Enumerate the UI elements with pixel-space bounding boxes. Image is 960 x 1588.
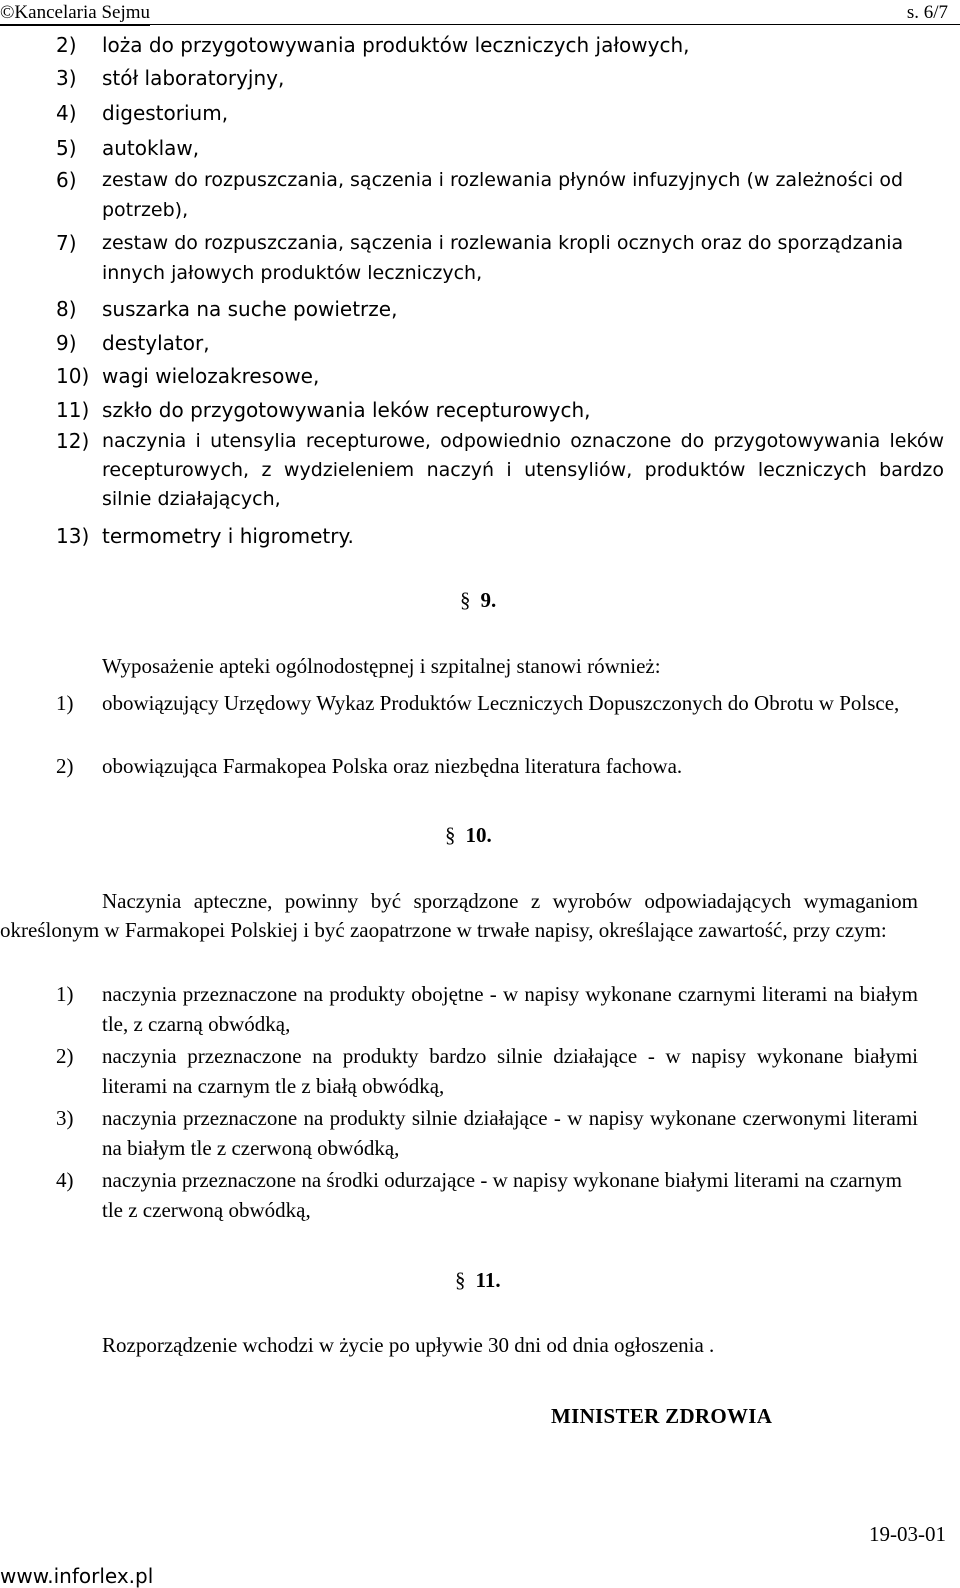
list-item-number: 12) (56, 429, 90, 453)
list-item-number: 6) (56, 168, 77, 192)
footer-website: www.inforlex.pl (0, 1564, 154, 1588)
list-item-text: obowiązujący Urzędowy Wykaz Produktów Leczniczych Dopuszczonych do Obrotu w Polsce, (102, 691, 900, 715)
list-item-text: wagi wielozakresowe, (102, 364, 320, 388)
list-item-text: naczynia i utensylia recepturowe, odpowiednio oznaczone do przygotowywania leków recepturowych, z wydzieleniem naczyń i utensyliów, produktów leczniczych bardzo silnie działających, (102, 430, 944, 510)
list-item-number: 7) (56, 231, 77, 255)
list-item-number: 1) (56, 691, 74, 715)
list-item-text: obowiązująca Farmakopea Polska oraz niezbędna literatura fachowa. (102, 754, 683, 778)
list-item-text: naczynia przeznaczone na produkty obojętne - w napisy wykonane czarnymi literami na białym tle, z czarną obwódką, (102, 982, 918, 1036)
list-item-text: zestaw do rozpuszczania, sączenia i rozlewania kropli ocznych oraz do sporządzania innych jałowych produktów leczniczych, (102, 232, 904, 284)
list-item-number: 8) (56, 297, 77, 321)
list-item-text: naczynia przeznaczone na produkty silnie działające - w napisy wykonane czerwonymi literami na białym tle z czerwoną obwódką, (102, 1106, 918, 1160)
list-item-number: 10) (56, 364, 90, 388)
section-number: 10. (465, 823, 492, 847)
section-symbol: § (445, 823, 456, 847)
list-item-text: stół laboratoryjny, (102, 66, 285, 90)
list-item-number: 2) (56, 754, 74, 778)
section-heading (460, 588, 496, 613)
section-intro: Naczynia apteczne, powinny być sporządzone z wyrobów odpowiadających wymaganiom określonym w Farmakopei Polskiej i być zaopatrzone w trwałe napisy, określające zawartość, przy czym: (0, 889, 918, 942)
list-item-text: suszarka na suche powietrze, (102, 297, 398, 321)
list-item-text: termometry i higrometry. (102, 524, 354, 548)
list-item-number: 3) (56, 66, 77, 90)
section-text: Rozporządzenie wchodzi w życie po upływie 30 dni od dnia ogłoszenia . (102, 1333, 715, 1357)
list-item-number: 1) (56, 982, 74, 1006)
list-item-number: 2) (56, 1044, 74, 1068)
copyright-notice: ©Kancelaria Sejmu (0, 2, 150, 24)
section-number: 11. (475, 1268, 501, 1292)
list-item-number: 11) (56, 398, 90, 422)
list-item-text: digestorium, (102, 101, 229, 125)
list-item-text: loża do przygotowywania produktów leczniczych jałowych, (102, 33, 690, 57)
section-intro: Wyposażenie apteki ogólnodostępnej i szpitalnej stanowi również: (102, 654, 661, 678)
section-symbol: § (460, 588, 471, 612)
page-number: s. 6/7 (906, 2, 948, 23)
list-item-number: 9) (56, 331, 77, 355)
signature: MINISTER ZDROWIA (551, 1404, 773, 1428)
list-item-text: naczynia przeznaczone na środki odurzające - w napisy wykonane białymi literami na czarnym tle z czerwoną obwódką, (102, 1168, 902, 1222)
list-item-number: 5) (56, 136, 77, 160)
section-symbol: § (455, 1268, 466, 1292)
list-item-text: destylator, (102, 331, 210, 355)
list-item-number: 4) (56, 101, 77, 125)
list-item-text: szkło do przygotowywania leków recepturowych, (102, 398, 591, 422)
list-item-number: 13) (56, 524, 90, 548)
list-item-number: 4) (56, 1168, 74, 1192)
header-divider (0, 24, 960, 25)
list-item-text: naczynia przeznaczone na produkty bardzo silnie działające - w napisy wykonane białymi literami na czarnym tle z białą obwódką, (102, 1044, 918, 1098)
list-item-number: 3) (56, 1106, 74, 1130)
list-item-text: zestaw do rozpuszczania, sączenia i rozlewania płynów infuzyjnych (w zależności od potrzeb), (102, 169, 904, 221)
section-heading (445, 823, 492, 848)
list-item-number: 2) (56, 33, 77, 57)
section-number: 9. (480, 588, 497, 612)
list-item-text: autoklaw, (102, 136, 200, 160)
section-heading (455, 1268, 501, 1293)
document-date: 19-03-01 (869, 1522, 946, 1546)
